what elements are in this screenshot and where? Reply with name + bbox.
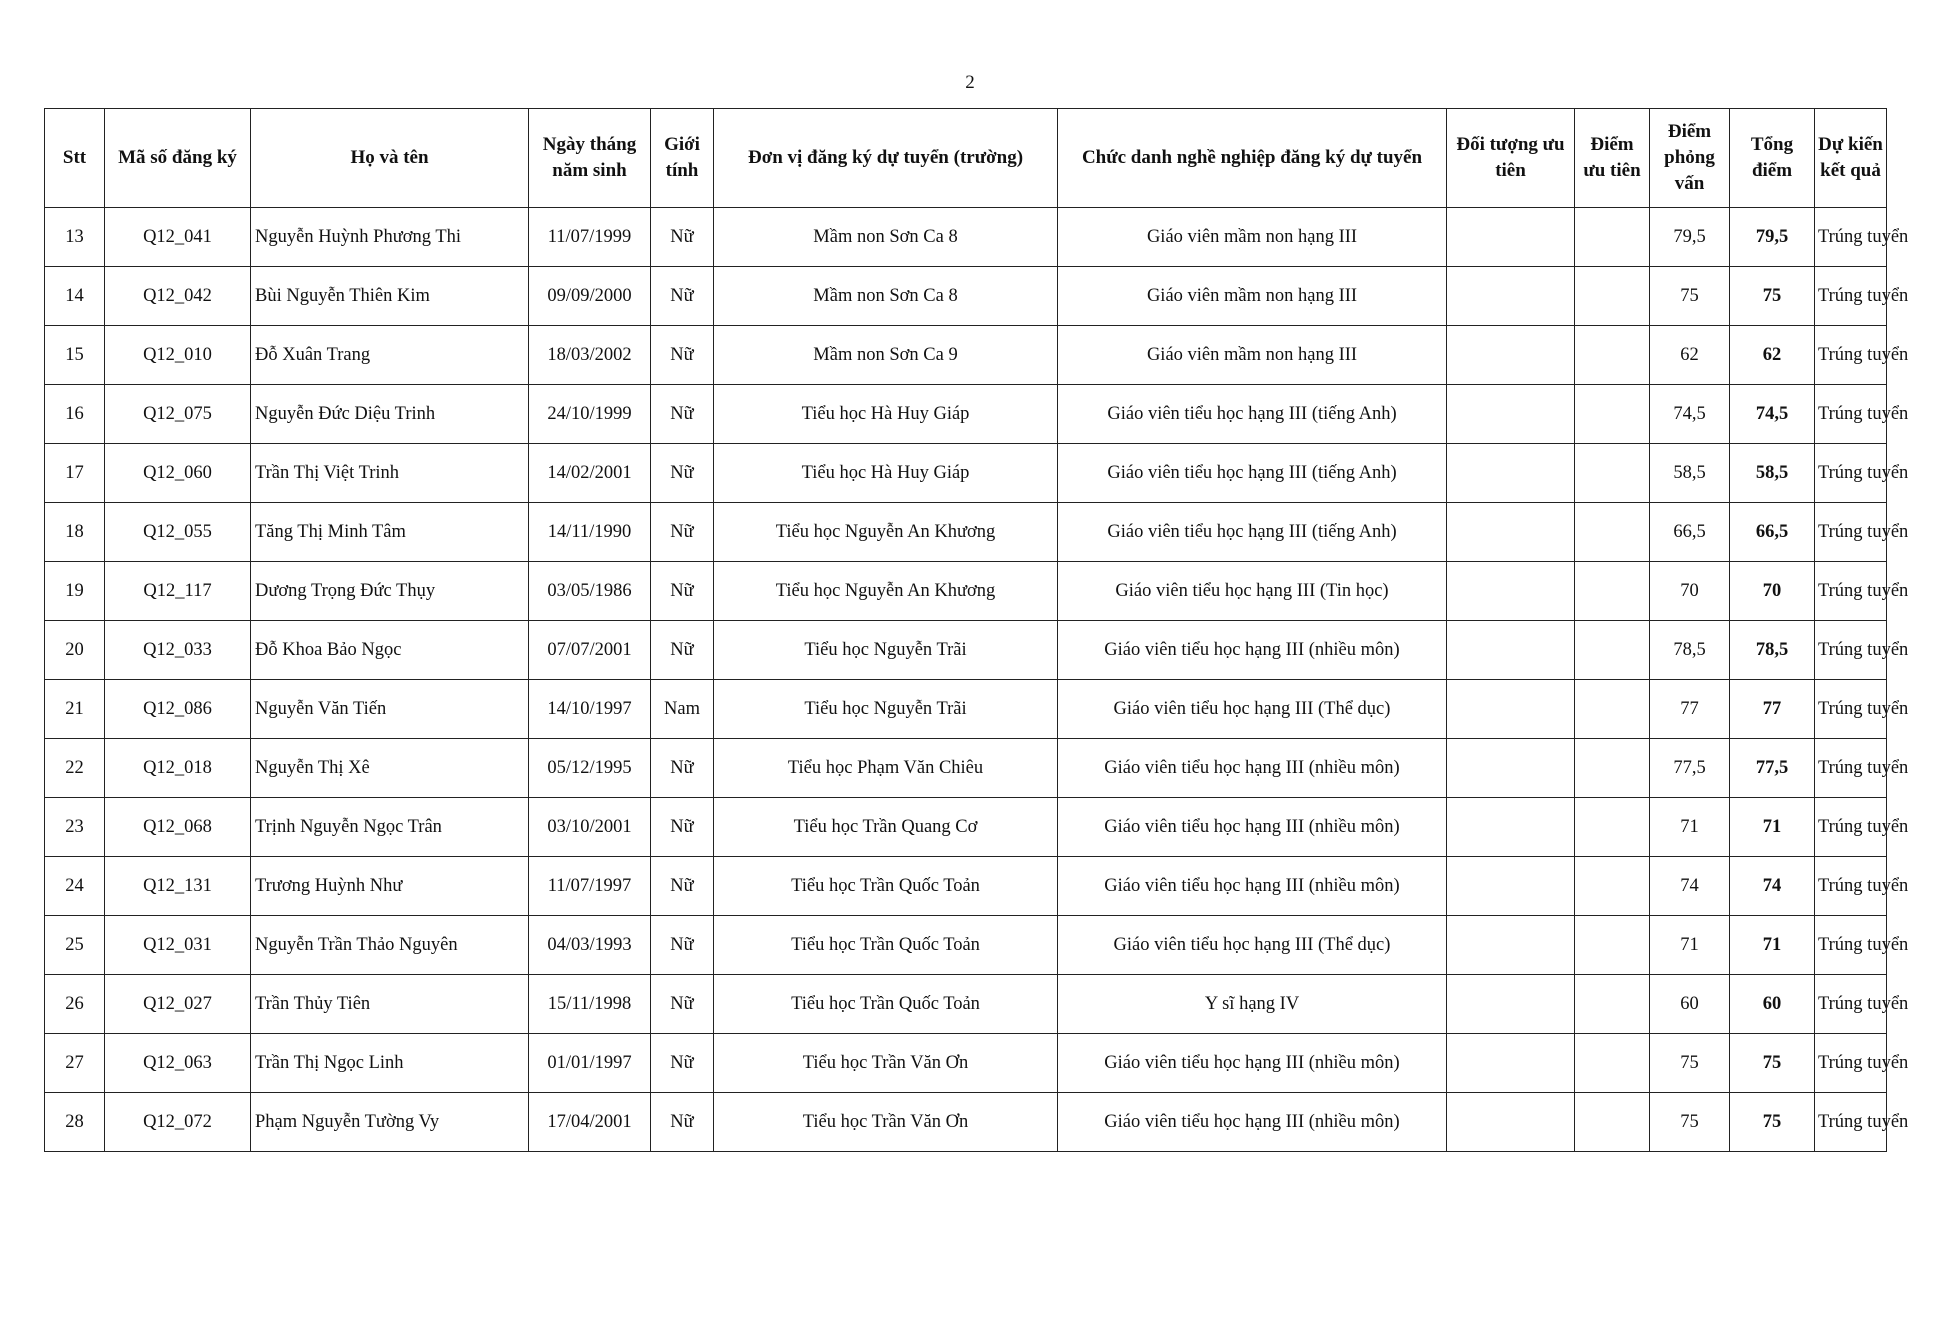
cell-expected-result: Trúng tuyển: [1815, 562, 1887, 621]
cell-total-score: 71: [1730, 916, 1815, 975]
table-row: [45, 975, 1887, 1034]
cell-full-name: Phạm Nguyễn Tường Vy: [251, 1093, 529, 1152]
cell-date-of-birth: 04/03/1993: [529, 916, 651, 975]
cell-priority-group: [1447, 208, 1575, 267]
cell-priority-points: [1575, 1034, 1650, 1093]
cell-position: Giáo viên tiểu học hạng III (Thể dục): [1058, 916, 1447, 975]
cell-full-name: Đỗ Xuân Trang: [251, 326, 529, 385]
cell-expected-result: Trúng tuyển: [1815, 326, 1887, 385]
cell-full-name: Trần Thị Ngọc Linh: [251, 1034, 529, 1093]
cell-registration-code: Q12_117: [105, 562, 251, 621]
cell-total-score: 75: [1730, 267, 1815, 326]
header-full-name: Họ và tên: [251, 109, 529, 208]
cell-full-name: Nguyễn Thị Xê: [251, 739, 529, 798]
cell-registration-code: Q12_018: [105, 739, 251, 798]
cell-position: Y sĩ hạng IV: [1058, 975, 1447, 1034]
cell-priority-points: [1575, 208, 1650, 267]
cell-date-of-birth: 09/09/2000: [529, 267, 651, 326]
cell-priority-group: [1447, 798, 1575, 857]
header-priority-group: Đối tượng ưu tiên: [1447, 109, 1575, 208]
cell-total-score: 74,5: [1730, 385, 1815, 444]
cell-registration-code: Q12_075: [105, 385, 251, 444]
cell-interview-score: 75: [1650, 1093, 1730, 1152]
cell-registration-code: Q12_060: [105, 444, 251, 503]
cell-priority-points: [1575, 975, 1650, 1034]
cell-total-score: 79,5: [1730, 208, 1815, 267]
cell-priority-group: [1447, 1093, 1575, 1152]
cell-priority-points: [1575, 385, 1650, 444]
cell-priority-points: [1575, 916, 1650, 975]
cell-interview-score: 70: [1650, 562, 1730, 621]
cell-interview-score: 79,5: [1650, 208, 1730, 267]
cell-school: Tiểu học Hà Huy Giáp: [714, 385, 1058, 444]
cell-school: Tiểu học Trần Văn Ơn: [714, 1034, 1058, 1093]
table-row: [45, 385, 1887, 444]
cell-date-of-birth: 03/10/2001: [529, 798, 651, 857]
cell-school: Mầm non Sơn Ca 8: [714, 208, 1058, 267]
cell-position: Giáo viên tiểu học hạng III (nhiều môn): [1058, 857, 1447, 916]
cell-school: Mầm non Sơn Ca 9: [714, 326, 1058, 385]
cell-school: Tiểu học Nguyễn An Khương: [714, 562, 1058, 621]
table-row: [45, 621, 1887, 680]
cell-priority-group: [1447, 680, 1575, 739]
table-row: [45, 503, 1887, 562]
cell-registration-code: Q12_086: [105, 680, 251, 739]
header-position: Chức danh nghề nghiệp đăng ký dự tuyển: [1058, 109, 1447, 208]
cell-gender: Nữ: [651, 916, 714, 975]
cell-expected-result: Trúng tuyển: [1815, 680, 1887, 739]
cell-priority-points: [1575, 444, 1650, 503]
table-row: [45, 562, 1887, 621]
cell-priority-points: [1575, 326, 1650, 385]
cell-registration-code: Q12_042: [105, 267, 251, 326]
cell-priority-group: [1447, 444, 1575, 503]
cell-position: Giáo viên tiểu học hạng III (Tin học): [1058, 562, 1447, 621]
cell-registration-code: Q12_041: [105, 208, 251, 267]
cell-interview-score: 75: [1650, 267, 1730, 326]
cell-position: Giáo viên mầm non hạng III: [1058, 326, 1447, 385]
cell-registration-code: Q12_072: [105, 1093, 251, 1152]
cell-stt: 22: [45, 739, 105, 798]
cell-priority-points: [1575, 798, 1650, 857]
cell-interview-score: 74: [1650, 857, 1730, 916]
cell-gender: Nữ: [651, 739, 714, 798]
cell-priority-group: [1447, 739, 1575, 798]
cell-total-score: 70: [1730, 562, 1815, 621]
cell-stt: 23: [45, 798, 105, 857]
cell-priority-group: [1447, 621, 1575, 680]
cell-position: Giáo viên tiểu học hạng III (nhiều môn): [1058, 1093, 1447, 1152]
cell-priority-points: [1575, 857, 1650, 916]
cell-priority-group: [1447, 385, 1575, 444]
table-row: [45, 916, 1887, 975]
cell-full-name: Trương Huỳnh Như: [251, 857, 529, 916]
cell-gender: Nữ: [651, 1093, 714, 1152]
cell-school: Tiểu học Trần Quốc Toản: [714, 975, 1058, 1034]
cell-position: Giáo viên tiểu học hạng III (nhiều môn): [1058, 621, 1447, 680]
cell-priority-group: [1447, 267, 1575, 326]
cell-stt: 20: [45, 621, 105, 680]
table-row: [45, 739, 1887, 798]
cell-position: Giáo viên tiểu học hạng III (tiếng Anh): [1058, 503, 1447, 562]
cell-total-score: 58,5: [1730, 444, 1815, 503]
cell-priority-points: [1575, 503, 1650, 562]
cell-position: Giáo viên tiểu học hạng III (tiếng Anh): [1058, 385, 1447, 444]
cell-registration-code: Q12_033: [105, 621, 251, 680]
header-date-of-birth: Ngày tháng năm sinh: [529, 109, 651, 208]
cell-stt: 13: [45, 208, 105, 267]
results-body: [45, 208, 1909, 1152]
cell-priority-points: [1575, 739, 1650, 798]
cell-gender: Nữ: [651, 857, 714, 916]
cell-total-score: 62: [1730, 326, 1815, 385]
cell-gender: Nữ: [651, 975, 714, 1034]
cell-date-of-birth: 14/10/1997: [529, 680, 651, 739]
cell-interview-score: 77: [1650, 680, 1730, 739]
cell-gender: Nữ: [651, 1034, 714, 1093]
cell-stt: 16: [45, 385, 105, 444]
cell-gender: Nữ: [651, 798, 714, 857]
cell-total-score: 74: [1730, 857, 1815, 916]
cell-date-of-birth: 14/02/2001: [529, 444, 651, 503]
cell-interview-score: 75: [1650, 1034, 1730, 1093]
cell-position: Giáo viên tiểu học hạng III (nhiều môn): [1058, 798, 1447, 857]
cell-date-of-birth: 24/10/1999: [529, 385, 651, 444]
results-table: [44, 108, 1909, 1152]
cell-stt: 14: [45, 267, 105, 326]
cell-priority-group: [1447, 857, 1575, 916]
cell-priority-group: [1447, 916, 1575, 975]
cell-stt: 19: [45, 562, 105, 621]
cell-registration-code: Q12_068: [105, 798, 251, 857]
table-row: [45, 267, 1887, 326]
cell-interview-score: 60: [1650, 975, 1730, 1034]
cell-stt: 25: [45, 916, 105, 975]
cell-gender: Nữ: [651, 385, 714, 444]
cell-date-of-birth: 01/01/1997: [529, 1034, 651, 1093]
table-row: [45, 798, 1887, 857]
cell-gender: Nữ: [651, 503, 714, 562]
header-priority-points: Điểm ưu tiên: [1575, 109, 1650, 208]
cell-full-name: Trần Thủy Tiên: [251, 975, 529, 1034]
cell-registration-code: Q12_063: [105, 1034, 251, 1093]
table-row: [45, 1093, 1887, 1152]
cell-full-name: Nguyễn Trần Thảo Nguyên: [251, 916, 529, 975]
cell-stt: 27: [45, 1034, 105, 1093]
cell-full-name: Nguyễn Huỳnh Phương Thi: [251, 208, 529, 267]
cell-priority-points: [1575, 1093, 1650, 1152]
table-row: [45, 857, 1887, 916]
cell-full-name: Nguyễn Văn Tiến: [251, 680, 529, 739]
cell-stt: 26: [45, 975, 105, 1034]
cell-registration-code: Q12_027: [105, 975, 251, 1034]
header-row: [45, 109, 1887, 208]
cell-date-of-birth: 15/11/1998: [529, 975, 651, 1034]
cell-position: Giáo viên mầm non hạng III: [1058, 267, 1447, 326]
cell-priority-group: [1447, 326, 1575, 385]
cell-priority-points: [1575, 267, 1650, 326]
cell-expected-result: Trúng tuyển: [1815, 621, 1887, 680]
cell-interview-score: 71: [1650, 798, 1730, 857]
cell-priority-group: [1447, 562, 1575, 621]
cell-stt: 18: [45, 503, 105, 562]
table-row: [45, 326, 1887, 385]
cell-date-of-birth: 17/04/2001: [529, 1093, 651, 1152]
cell-priority-points: [1575, 680, 1650, 739]
cell-school: Tiểu học Trần Quốc Toản: [714, 916, 1058, 975]
cell-position: Giáo viên mầm non hạng III: [1058, 208, 1447, 267]
cell-date-of-birth: 03/05/1986: [529, 562, 651, 621]
cell-gender: Nữ: [651, 562, 714, 621]
cell-total-score: 71: [1730, 798, 1815, 857]
cell-gender: Nữ: [651, 621, 714, 680]
cell-gender: Nam: [651, 680, 714, 739]
cell-full-name: Đỗ Khoa Bảo Ngọc: [251, 621, 529, 680]
cell-stt: 24: [45, 857, 105, 916]
cell-registration-code: Q12_131: [105, 857, 251, 916]
cell-expected-result: Trúng tuyển: [1815, 444, 1887, 503]
cell-expected-result: Trúng tuyển: [1815, 208, 1887, 267]
cell-date-of-birth: 11/07/1999: [529, 208, 651, 267]
header-expected-result: Dự kiến kết quả: [1815, 109, 1887, 208]
cell-expected-result: Trúng tuyển: [1815, 739, 1887, 798]
cell-interview-score: 74,5: [1650, 385, 1730, 444]
header-registration-code: Mã số đăng ký: [105, 109, 251, 208]
cell-registration-code: Q12_055: [105, 503, 251, 562]
cell-school: Mầm non Sơn Ca 8: [714, 267, 1058, 326]
cell-priority-points: [1575, 621, 1650, 680]
cell-date-of-birth: 07/07/2001: [529, 621, 651, 680]
header-school: Đơn vị đăng ký dự tuyển (trường): [714, 109, 1058, 208]
cell-total-score: 78,5: [1730, 621, 1815, 680]
cell-interview-score: 71: [1650, 916, 1730, 975]
cell-expected-result: Trúng tuyển: [1815, 975, 1887, 1034]
cell-school: Tiểu học Phạm Văn Chiêu: [714, 739, 1058, 798]
cell-total-score: 75: [1730, 1034, 1815, 1093]
cell-full-name: Nguyễn Đức Diệu Trinh: [251, 385, 529, 444]
table-row: [45, 208, 1887, 267]
cell-priority-points: [1575, 562, 1650, 621]
cell-date-of-birth: 18/03/2002: [529, 326, 651, 385]
cell-stt: 21: [45, 680, 105, 739]
cell-position: Giáo viên tiểu học hạng III (tiếng Anh): [1058, 444, 1447, 503]
cell-interview-score: 58,5: [1650, 444, 1730, 503]
cell-expected-result: Trúng tuyển: [1815, 385, 1887, 444]
cell-expected-result: Trúng tuyển: [1815, 857, 1887, 916]
cell-gender: Nữ: [651, 267, 714, 326]
cell-expected-result: Trúng tuyển: [1815, 1093, 1887, 1152]
cell-expected-result: Trúng tuyển: [1815, 916, 1887, 975]
cell-school: Tiểu học Nguyễn An Khương: [714, 503, 1058, 562]
cell-school: Tiểu học Nguyễn Trãi: [714, 621, 1058, 680]
cell-interview-score: 78,5: [1650, 621, 1730, 680]
cell-total-score: 60: [1730, 975, 1815, 1034]
cell-expected-result: Trúng tuyển: [1815, 1034, 1887, 1093]
cell-full-name: Tăng Thị Minh Tâm: [251, 503, 529, 562]
cell-total-score: 77,5: [1730, 739, 1815, 798]
cell-school: Tiểu học Hà Huy Giáp: [714, 444, 1058, 503]
cell-gender: Nữ: [651, 208, 714, 267]
cell-priority-group: [1447, 1034, 1575, 1093]
cell-position: Giáo viên tiểu học hạng III (Thể dục): [1058, 680, 1447, 739]
cell-expected-result: Trúng tuyển: [1815, 267, 1887, 326]
cell-interview-score: 66,5: [1650, 503, 1730, 562]
cell-full-name: Bùi Nguyễn Thiên Kim: [251, 267, 529, 326]
cell-total-score: 66,5: [1730, 503, 1815, 562]
table-row: [45, 444, 1887, 503]
cell-gender: Nữ: [651, 444, 714, 503]
header-total-score: Tổng điểm: [1730, 109, 1815, 208]
cell-expected-result: Trúng tuyển: [1815, 798, 1887, 857]
cell-school: Tiểu học Trần Văn Ơn: [714, 1093, 1058, 1152]
cell-gender: Nữ: [651, 326, 714, 385]
cell-priority-group: [1447, 975, 1575, 1034]
cell-total-score: 77: [1730, 680, 1815, 739]
cell-stt: 15: [45, 326, 105, 385]
cell-stt: 17: [45, 444, 105, 503]
cell-registration-code: Q12_031: [105, 916, 251, 975]
cell-interview-score: 77,5: [1650, 739, 1730, 798]
cell-total-score: 75: [1730, 1093, 1815, 1152]
cell-school: Tiểu học Trần Quốc Toản: [714, 857, 1058, 916]
cell-date-of-birth: 05/12/1995: [529, 739, 651, 798]
cell-full-name: Trịnh Nguyễn Ngọc Trân: [251, 798, 529, 857]
cell-priority-group: [1447, 503, 1575, 562]
header-interview-score: Điểm phỏng vấn: [1650, 109, 1730, 208]
page-number: 2: [965, 72, 975, 93]
cell-position: Giáo viên tiểu học hạng III (nhiều môn): [1058, 739, 1447, 798]
cell-position: Giáo viên tiểu học hạng III (nhiều môn): [1058, 1034, 1447, 1093]
cell-interview-score: 62: [1650, 326, 1730, 385]
cell-school: Tiểu học Trần Quang Cơ: [714, 798, 1058, 857]
cell-school: Tiểu học Nguyễn Trãi: [714, 680, 1058, 739]
table-row: [45, 680, 1887, 739]
cell-registration-code: Q12_010: [105, 326, 251, 385]
cell-date-of-birth: 11/07/1997: [529, 857, 651, 916]
cell-stt: 28: [45, 1093, 105, 1152]
cell-full-name: Dương Trọng Đức Thụy: [251, 562, 529, 621]
cell-date-of-birth: 14/11/1990: [529, 503, 651, 562]
cell-full-name: Trần Thị Việt Trinh: [251, 444, 529, 503]
cell-expected-result: Trúng tuyển: [1815, 503, 1887, 562]
header-stt: Stt: [45, 109, 105, 208]
table-row: [45, 1034, 1887, 1093]
header-gender: Giới tính: [651, 109, 714, 208]
